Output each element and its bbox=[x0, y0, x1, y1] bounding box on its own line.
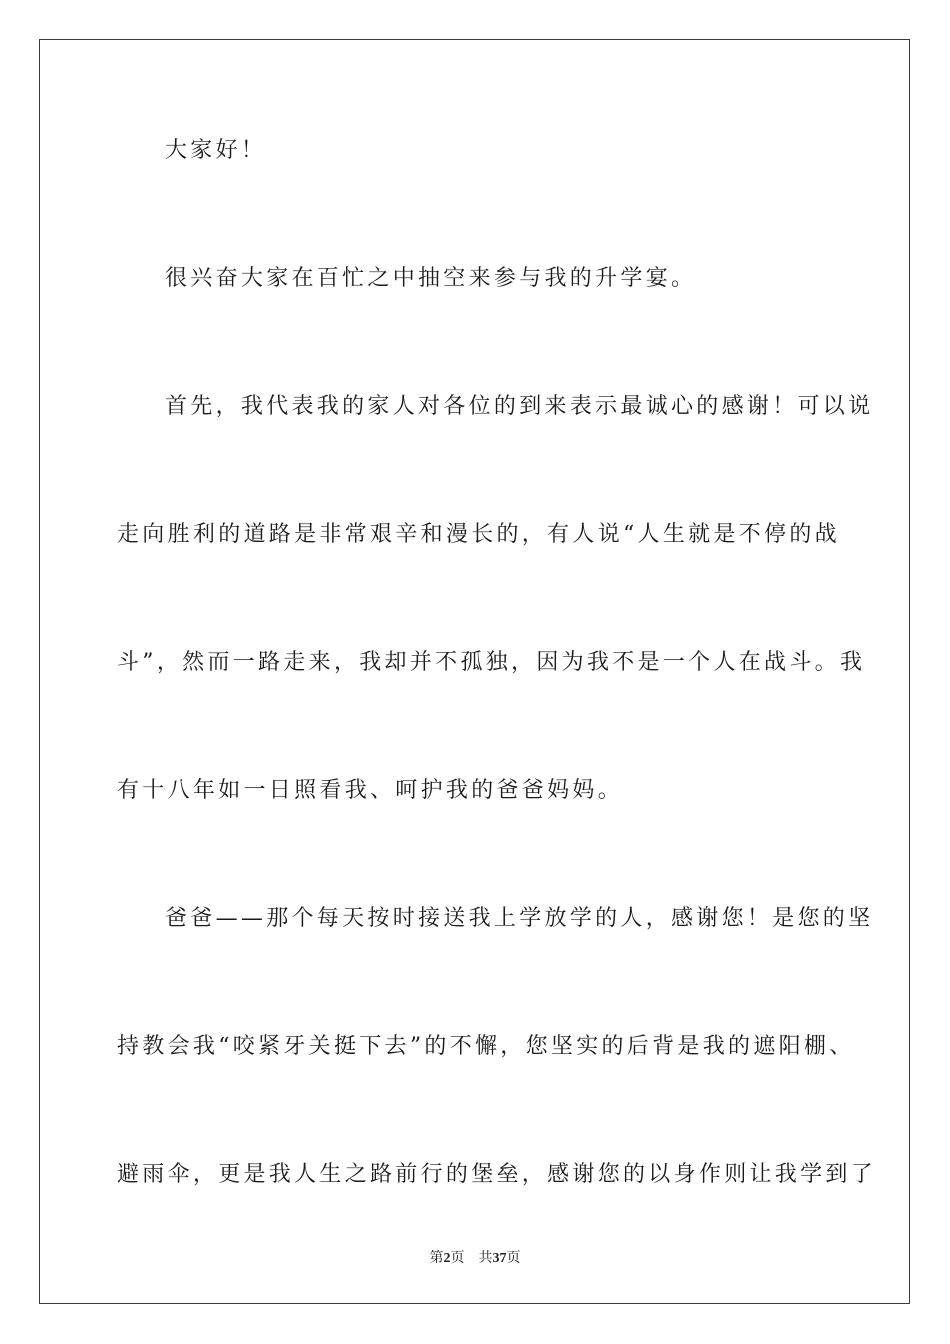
page-footer bbox=[0, 1247, 950, 1267]
page-number-prefix: 第 bbox=[429, 1251, 444, 1266]
paragraph-father-line-3: 避雨伞，更是我人生之路前行的堡垒，感谢您的以身作则让我学到了 bbox=[117, 1162, 877, 1187]
paragraph-thanks-line-1: 首先，我代表我的家人对各位的到来表示最诚心的感谢！可以说 bbox=[165, 394, 874, 419]
paragraph-greeting: 大家好！ bbox=[165, 138, 267, 163]
total-pages-count: 37 bbox=[492, 1251, 507, 1266]
total-pages-suffix: 页 bbox=[506, 1251, 521, 1266]
paragraph-father-line-2: 持教会我“咬紧牙关挺下去”的不懈，您坚实的后背是我的遮阳棚、 bbox=[117, 1034, 855, 1059]
paragraph-thanks-line-4: 有十八年如一日照看我、呵护我的爸爸妈妈。 bbox=[117, 778, 624, 803]
total-pages-prefix: 共 bbox=[478, 1251, 493, 1266]
paragraph-thanks-line-2: 走向胜利的道路是非常艰辛和漫长的，有人说“人生就是不停的战 bbox=[117, 522, 840, 547]
page-number-suffix: 页 bbox=[450, 1251, 465, 1266]
page-number-current: 2 bbox=[443, 1251, 451, 1266]
paragraph-father-line-1: 爸爸——那个每天按时接送我上学放学的人，感谢您！是您的坚 bbox=[165, 906, 874, 931]
paragraph-thanks-line-3: 斗”，然而一路走来，我却并不孤独，因为我不是一个人在战斗。我 bbox=[117, 650, 866, 675]
paragraph-welcome: 很兴奋大家在百忙之中抽空来参与我的升学宴。 bbox=[165, 266, 697, 291]
